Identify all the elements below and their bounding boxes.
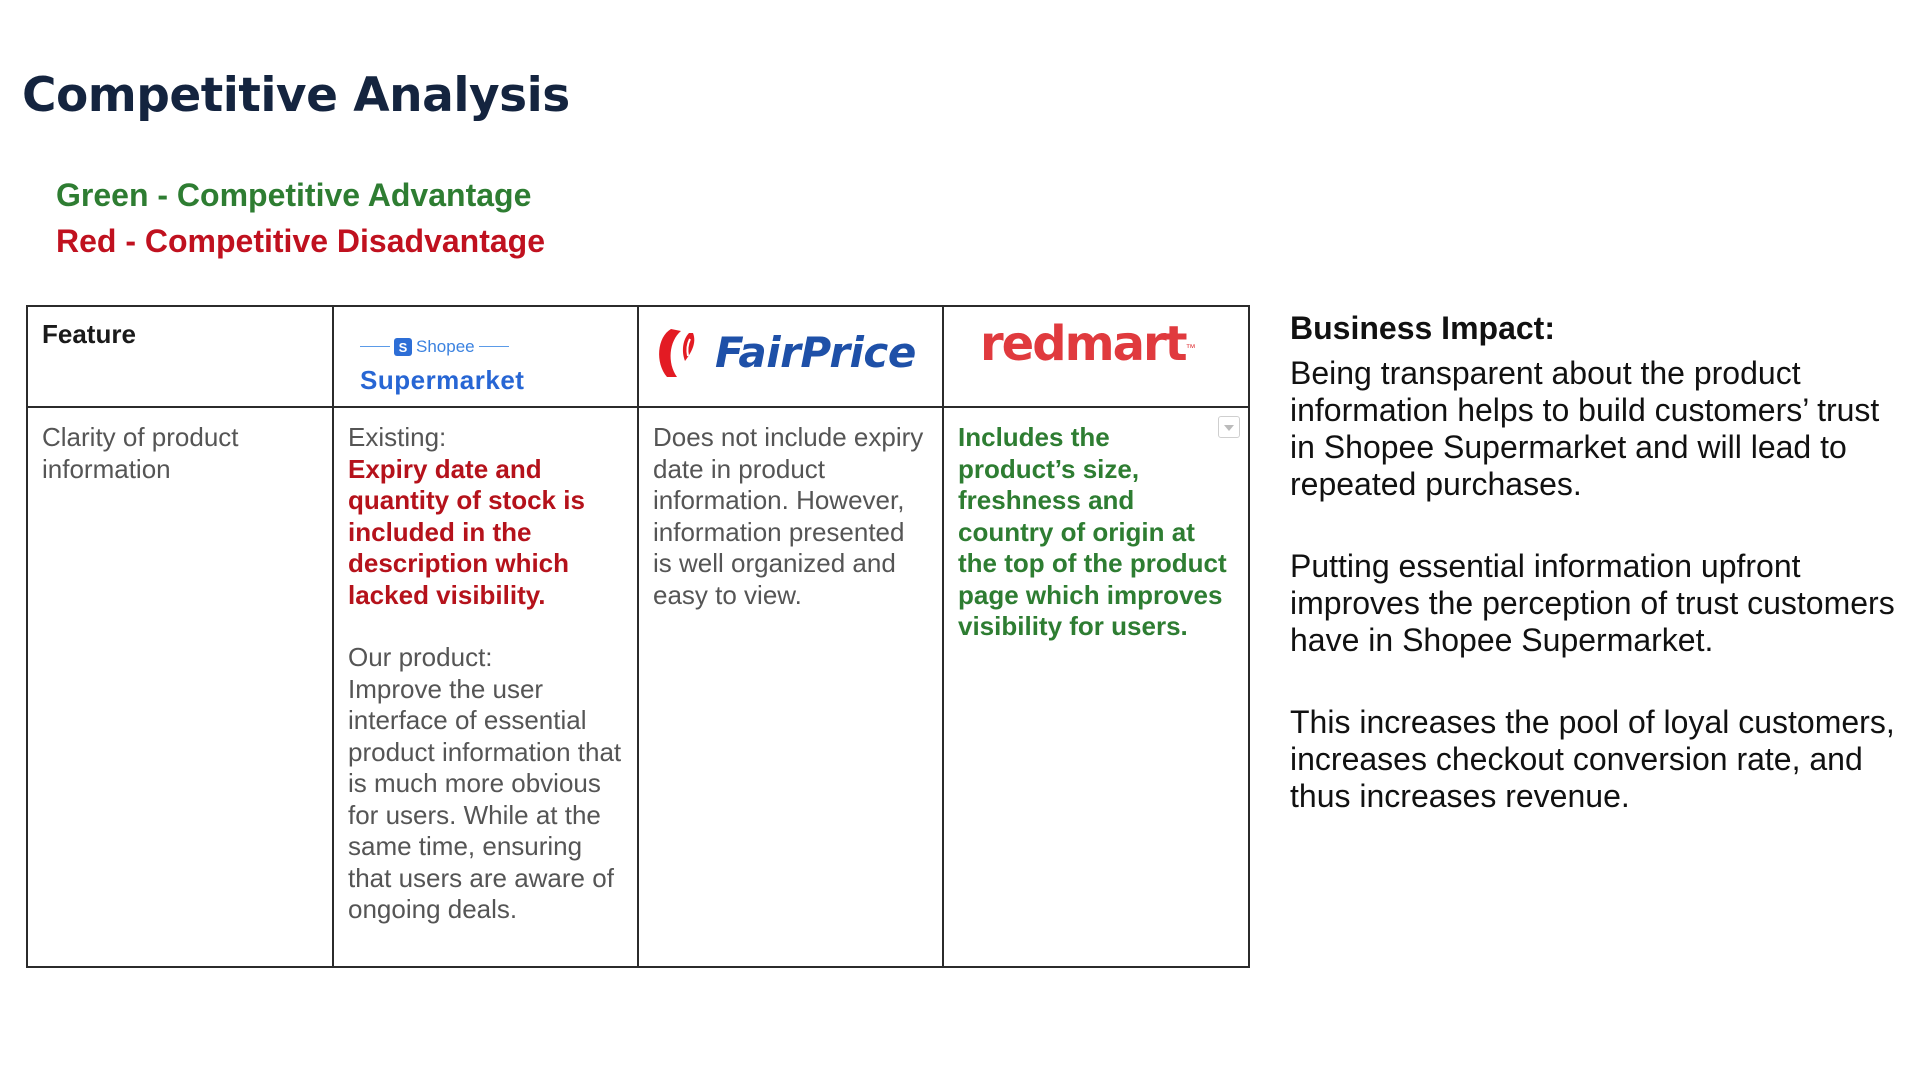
business-impact-panel [1290,310,1910,860]
cell-fairprice: Does not include expiry date in product information. However, information presented is well organized and easy to view. [638,407,943,967]
shopee-supermarket-logo [348,331,623,396]
header-fairprice [638,306,943,407]
header-redmart [943,306,1249,407]
feature-header-label: Feature [42,319,136,349]
redmart-trademark: ™ [1185,343,1196,354]
fairprice-logo [653,323,928,383]
redmart-logo [958,316,1234,372]
shopee-our-product-label: Our product: [348,642,493,672]
shopee-our-product-text: Improve the user interface of essential product information that is much more obvious for users. While at the same time, ensuring that users are aware of ongoing deals. [348,673,622,924]
competitive-table [26,305,1250,968]
impact-paragraph-1: Being transparent about the product information helps to build customers’ trust in Shopee Supermarket and will lead to repeated purchases. [1290,355,1880,502]
redmart-logo-text: redmart [980,316,1186,372]
header-shopee [333,306,638,407]
page-title: Competitive Analysis [22,68,570,123]
shopee-existing-text: Expiry date and quantity of stock is included in the description which lacked visibility. [348,453,585,610]
legend-disadvantage: Red - Competitive Disadvantage [56,223,545,259]
impact-paragraph-2: Putting essential information upfront improves the perception of trust customers have in Shopee Supermarket. [1290,548,1895,658]
color-legend [56,172,545,264]
fairprice-mark-icon [653,323,711,383]
table-row [27,407,1249,967]
shopee-bag-icon: S [394,338,412,356]
cell-feature: Clarity of product information [27,407,333,967]
cell-shopee [333,407,638,967]
fairprice-logo-text: FairPrice [715,328,916,378]
shopee-logo-small-text: Shopee [416,337,475,356]
impact-paragraph-3: This increases the pool of loyal customers, increases checkout conversion rate, and thus increases revenue. [1290,704,1895,814]
table-header-row [27,306,1249,407]
shopee-logo-main-text: Supermarket [360,364,525,395]
cell-redmart [943,407,1249,967]
header-feature [27,306,333,407]
legend-advantage: Green - Competitive Advantage [56,177,532,213]
business-impact-heading: Business Impact: [1290,310,1555,346]
shopee-existing-label: Existing: [348,422,447,452]
redmart-text: Includes the product’s size, freshness and country of origin at the top of the product page which improves visibility for users. [958,422,1227,641]
cell-dropdown-icon[interactable] [1218,416,1240,438]
